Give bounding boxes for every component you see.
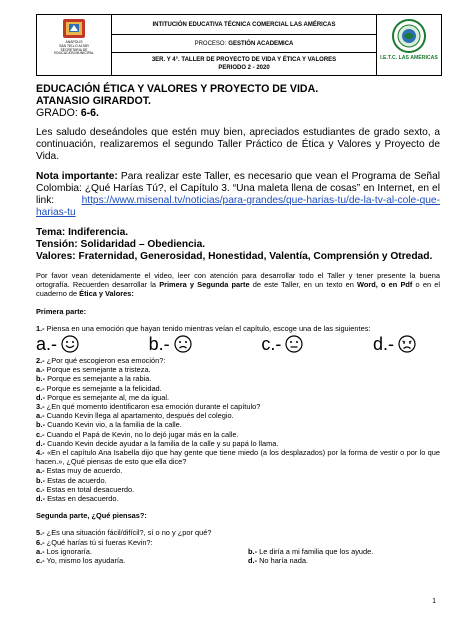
item-text: ¿Por qué escogieron esa emoción?: (44, 356, 166, 366)
question-text: Piensa en una emoción que hayan tenido mientras veían el capítulo, escoge una de las siguientes: (44, 323, 371, 333)
question-text: «En el capítulo Ana Isabella dijo que hay gente que tiene miedo (a los desplazados) por la forma de vestir o por lo que hacen.», ¿Qué piensas de esto que ella dice? (36, 448, 440, 467)
list-item (36, 430, 440, 439)
values-line: Valores: Fraternidad, Generosidad, Honestidad, Valentía, Comprensión y Otredad. (36, 251, 433, 262)
school-seal-icon (392, 19, 426, 53)
question-1 (36, 324, 440, 333)
list-item (36, 466, 440, 475)
question-number: 6.- (36, 537, 45, 547)
instructions-paragraph (36, 271, 440, 299)
question-text: ¿Es una situación fácil/difícil?, sí o no y ¿por qué? (44, 528, 212, 538)
item-key: a.- (36, 546, 45, 556)
item-text: Estas en total desacuerdo. (44, 484, 135, 494)
note-paragraph (36, 171, 440, 219)
list-item (36, 420, 440, 429)
emotion-option-a[interactable] (36, 333, 79, 355)
crest-caption-line: SAN TELLO ALTAR (59, 43, 89, 48)
process-label: PROCESO: (194, 40, 227, 47)
list-item (248, 556, 440, 565)
item-text: Estas muy de acuerdo. (44, 466, 123, 476)
emotion-options (36, 333, 416, 355)
header-center (112, 15, 376, 75)
topic-line: Tema: Indiferencia. (36, 227, 129, 238)
crest-caption-line: ANAPOLIS (65, 40, 83, 44)
item-key: d.- (36, 494, 46, 504)
option-label: b.- (148, 334, 170, 355)
emotion-option-b[interactable] (149, 333, 192, 355)
list-item (36, 393, 440, 402)
list-item (36, 384, 440, 393)
questions-2-3 (36, 356, 440, 448)
item-text: Yo, mismo los ayudaría. (44, 556, 126, 566)
item-key: b.- (36, 420, 46, 430)
question-4 (36, 448, 440, 466)
list-item (36, 439, 440, 448)
header-logo-cell (37, 15, 112, 75)
item-key: d.- (36, 438, 46, 448)
item-key: a.- (36, 466, 45, 476)
second-part-heading (36, 511, 440, 520)
item-key: 3.- (36, 402, 45, 412)
item-text: Cuando Kevin decide ayudar a la familia de la calle y su papá lo llama. (45, 438, 279, 448)
title-line: ATANASIO GIRARDOT. (36, 95, 151, 107)
item-key: b.- (36, 374, 46, 384)
workshop-title-line: 3ER. Y 4°. TALLER DE PROYECTO DE VIDA Y ÉTICA Y VALORES (151, 57, 337, 63)
list-item (36, 402, 440, 411)
item-key: b.- (248, 546, 258, 556)
grade-value: 6-6. (77, 107, 99, 119)
item-key: b.- (36, 475, 46, 485)
instr-text: o en el cuaderno de (36, 280, 440, 299)
item-text: Cuando Kevin vio, a la familia de la calle. (45, 420, 182, 430)
workshop-title (112, 53, 376, 75)
question-6 (36, 538, 440, 547)
instr-bold: Primera y Segunda parte (159, 280, 250, 290)
municipal-crest-icon (61, 18, 87, 40)
question-text: ¿Qué harías tú si fueras Kevin?: (44, 537, 153, 547)
crest-caption (54, 41, 94, 56)
document-title (36, 83, 440, 107)
list-item (36, 411, 440, 420)
instr-text: de este Taller, en un texto en (249, 280, 358, 290)
header-table (36, 14, 442, 76)
first-part-label: Primera parte: (36, 306, 87, 316)
list-item (36, 494, 440, 503)
question-number: 1.- (36, 323, 45, 333)
item-key: d.- (36, 392, 46, 402)
list-item (36, 476, 440, 485)
instr-bold: Word, o en Pdf (357, 280, 413, 290)
item-text: Cuando Kevin llega al apartamento, después del colegio. (44, 411, 234, 421)
sad-face-icon (174, 335, 192, 353)
q6-options-row (36, 556, 440, 565)
option-label: a.- (36, 334, 58, 355)
item-text: Estas de acuerdo. (45, 475, 107, 485)
emotion-option-c[interactable] (261, 333, 303, 355)
item-text: Porque es semejante a la rabia. (45, 374, 152, 384)
item-key: c.- (36, 556, 45, 566)
item-text: Cuando el Papá de Kevin, no lo dejó jugar más en la calle. (44, 429, 239, 439)
item-key: c.- (36, 484, 45, 494)
intro-paragraph: Les saludo deseándoles que estén muy bien, apreciados estudiantes de grado sexto, a continuación, realizaremos el segundo Taller Práctico de Ética y Valores y Proyecto de Vida. (36, 127, 440, 162)
list-item (36, 374, 440, 383)
question-5 (36, 528, 440, 537)
q6-options-row (36, 547, 440, 556)
tension-line: Tensión: Solidaridad – Obediencia. (36, 239, 206, 250)
item-text: Los ignoraría. (44, 546, 92, 556)
list-item (36, 365, 440, 374)
item-key: c.- (36, 383, 45, 393)
item-key: c.- (36, 429, 45, 439)
list-item (36, 356, 440, 365)
grade-line (36, 107, 440, 119)
worried-face-icon (398, 335, 416, 353)
item-key: 2.- (36, 356, 45, 366)
option-label: c.- (261, 334, 282, 355)
crest-caption-line: SECRETARIA DE (60, 47, 88, 52)
header-seal-cell (376, 15, 441, 75)
item-key: a.- (36, 411, 45, 421)
document-body (36, 80, 440, 565)
question-number: 4.- (36, 448, 45, 458)
grade-label: GRADO: (36, 107, 78, 119)
topic-block (36, 227, 440, 263)
video-link[interactable]: https://www.misenal.tv/noticias/para-grandes/que-harias-tu/de-la-tv-al-cole-que-harias-tu (36, 195, 440, 218)
item-text: Le diría a mi familia que los ayude. (257, 546, 374, 556)
first-part-heading (36, 307, 440, 316)
question-number: 5.- (36, 528, 45, 538)
item-text: Estas en desacuerdo. (45, 494, 119, 504)
list-item (36, 485, 440, 494)
note-label: Nota importante: (36, 171, 118, 182)
neutral-face-icon (285, 335, 303, 353)
item-text: ¿En qué momento identificaron esa emoción durante el capítulo? (44, 402, 261, 412)
institution-name: INTITUCIÓN EDUCATIVA TÉCNICA COMERCIAL LAS AMÉRICAS (112, 15, 376, 35)
workshop-period: PERIODO 2 - 2020 (218, 65, 270, 71)
instr-text: Por favor vean detenidamente el video, leer con atención para desarrollar todo el Taller y tener presente la buena ortografía. Recuerden desarrollar la (36, 271, 440, 290)
emotion-option-d[interactable] (373, 333, 416, 355)
item-key: d.- (248, 556, 258, 566)
instr-bold: Ética y Valores: (79, 289, 134, 299)
option-label: d.- (372, 334, 394, 355)
list-item (248, 547, 440, 556)
happy-face-icon (61, 335, 79, 353)
note-text: Para realizar este Taller, es necesario que vean el Programa de Señal Colombia: ¿Qué Harías Tú?, el Capítulo 3. “Una maleta llena de cosas” en Internet, en el link: (36, 171, 440, 206)
item-text: Porque es semejante al, me da igual. (45, 392, 170, 402)
list-item (36, 556, 248, 565)
title-line: EDUCACIÓN ÉTICA Y VALORES Y PROYECTO DE VIDA. (36, 83, 319, 95)
crest-caption-line: EDUCACION MUNICIPAL (54, 51, 94, 56)
item-key: a.- (36, 365, 45, 375)
second-part-label: Segunda parte, ¿Qué piensas?: (36, 511, 147, 521)
seal-caption: I.E.T.C. LAS AMÉRICAS (380, 55, 438, 61)
process-row (112, 35, 376, 53)
page-number: 1 (432, 598, 436, 605)
process-value: GESTIÓN ACADEMICA (228, 40, 294, 47)
item-text: Porque es semejante a la felicidad. (44, 383, 162, 393)
item-text: Porque es semejante a tristeza. (44, 365, 151, 375)
item-text: No haría nada. (257, 556, 308, 566)
list-item (36, 547, 248, 556)
